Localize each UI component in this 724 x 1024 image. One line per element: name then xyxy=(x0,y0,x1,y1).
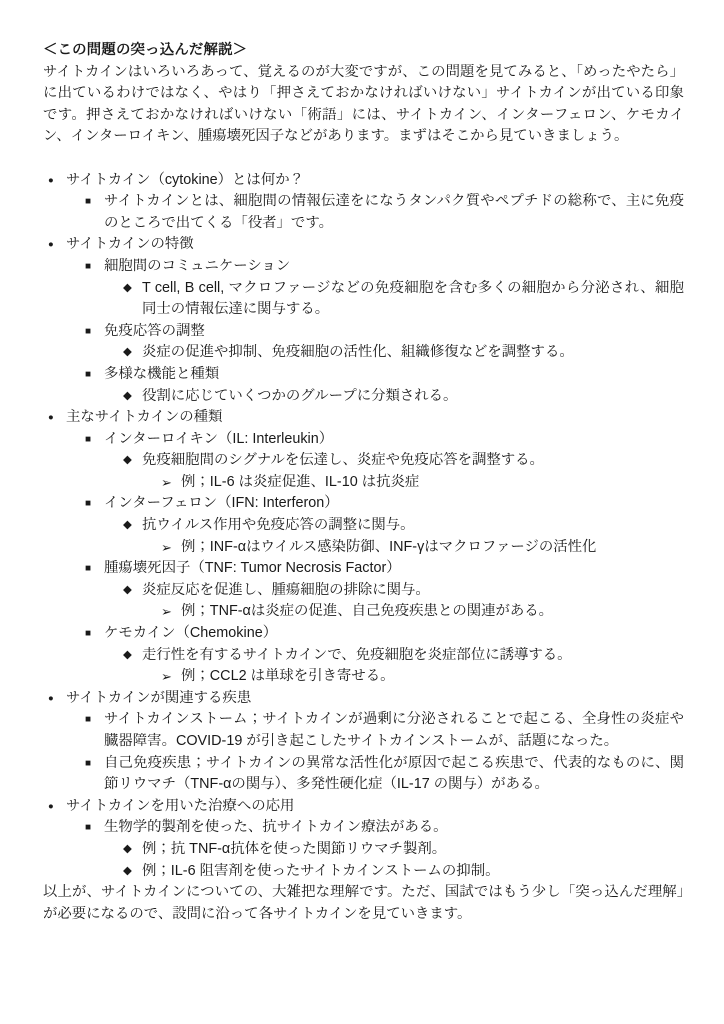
list-item xyxy=(43,515,684,537)
list-item xyxy=(43,753,684,796)
list-item xyxy=(43,580,684,602)
list-item xyxy=(43,234,684,256)
bullet-circle-icon: ● xyxy=(48,412,54,424)
list-item-text: 炎症反応を促進し、腫瘍細胞の排除に関与。 xyxy=(142,581,430,598)
list-item xyxy=(43,429,684,451)
list-item xyxy=(43,839,684,861)
list-item xyxy=(43,817,684,839)
list-item xyxy=(43,256,684,278)
bullet-square-icon: ■ xyxy=(85,498,92,510)
bullet-arrow-icon: ➢ xyxy=(161,539,172,555)
list-item xyxy=(43,450,684,472)
list-item xyxy=(43,191,684,234)
list-item-text: ケモカイン（Chemokine） xyxy=(104,625,278,642)
bullet-square-icon: ■ xyxy=(85,325,92,337)
list-item xyxy=(43,278,684,321)
bullet-arrow-icon: ➢ xyxy=(161,604,172,620)
list-item xyxy=(43,688,684,710)
list-item xyxy=(43,861,684,883)
bullet-diamond-icon: ◆ xyxy=(123,346,132,359)
list-item-text: サイトカインを用いた治療への応用 xyxy=(66,797,295,814)
list-item xyxy=(43,666,684,688)
list-item-text: インターフェロン（IFN: Interferon） xyxy=(104,495,339,512)
bullet-diamond-icon: ◆ xyxy=(123,864,132,877)
list-item xyxy=(43,342,684,364)
list-item xyxy=(43,796,684,818)
list-item-text: 例；CCL2 は単球を引き寄せる。 xyxy=(181,668,395,685)
list-item-text: 自己免疫疾患；サイトカインの異常な活性化が原因で起こる疾患で、代表的なものに、関節リウマチ（TNF-αの関与）、多発性硬化症（IL-17 の関与）がある。 xyxy=(104,754,684,793)
bullet-circle-icon: ● xyxy=(48,239,54,251)
bullet-diamond-icon: ◆ xyxy=(123,842,132,855)
list-item-text: 例；抗 TNF-α抗体を使った関節リウマチ製剤。 xyxy=(142,840,447,857)
list-item xyxy=(43,364,684,386)
bullet-diamond-icon: ◆ xyxy=(123,519,132,532)
bullet-square-icon: ■ xyxy=(85,822,92,834)
list-item xyxy=(43,709,684,752)
list-item-text: サイトカインの特徴 xyxy=(66,236,194,253)
list-item-text: 生物学的製剤を使った、抗サイトカイン療法がある。 xyxy=(104,819,448,836)
bullet-diamond-icon: ◆ xyxy=(123,454,132,467)
bullet-circle-icon: ● xyxy=(48,174,54,186)
list-item xyxy=(43,472,684,494)
list-item-text: 細胞間のコミュニケーション xyxy=(104,257,291,274)
bullet-diamond-icon: ◆ xyxy=(123,389,132,402)
list-item-text: サイトカイン（cytokine）とは何か？ xyxy=(66,171,304,188)
list-item xyxy=(43,601,684,623)
list-item xyxy=(43,493,684,515)
bullet-diamond-icon: ◆ xyxy=(123,648,132,661)
list-item xyxy=(43,170,684,192)
list-item-text: 免疫細胞間のシグナルを伝達し、炎症や免疫応答を調整する。 xyxy=(142,452,544,469)
list-item-text: 役割に応じていくつかのグループに分類される。 xyxy=(142,387,458,404)
list-item-text: 例；IL-6 は炎症促進、IL-10 は抗炎症 xyxy=(181,473,420,490)
list-item-text: サイトカインとは、細胞間の情報伝達をになうタンパク質やペプチドの総称で、主に免疫のところで出てくる「役者」です。 xyxy=(104,193,684,231)
bullet-circle-icon: ● xyxy=(48,692,54,704)
list-item-text: サイトカインストーム；サイトカインが過剰に分泌されることで起こる、全身性の炎症や臓器障害。COVID-19 が引き起こしたサイトカインストームが、話題になった。 xyxy=(104,711,684,749)
bullet-diamond-icon: ◆ xyxy=(123,583,132,596)
bullet-square-icon: ■ xyxy=(85,368,92,380)
list-item xyxy=(43,321,684,343)
bullet-diamond-icon: ◆ xyxy=(123,281,132,294)
bullet-circle-icon: ● xyxy=(48,800,54,812)
list-item-text: 例；INF-αはウイルス感染防御、INF-γはマクロファージの活性化 xyxy=(181,538,597,555)
list-item-text: T cell, B cell, マクロファージなどの免疫細胞を含む多くの細胞から分泌され、細胞同士の情報伝達に関与する。 xyxy=(142,279,684,318)
list-item-text: 腫瘍壊死因子（TNF: Tumor Necrosis Factor） xyxy=(104,560,401,577)
bullet-square-icon: ■ xyxy=(85,196,92,208)
list-item-text: 抗ウイルス作用や免疫応答の調整に関与。 xyxy=(142,517,415,534)
list-item-text: 例；IL-6 阻害剤を使ったサイトカインストームの抑制。 xyxy=(142,862,500,879)
list-item xyxy=(43,386,684,408)
list-item-text: 多様な機能と種類 xyxy=(104,365,220,382)
list-item-text: 炎症の促進や抑制、免疫細胞の活性化、組織修復などを調整する。 xyxy=(142,344,574,361)
bullet-arrow-icon: ➢ xyxy=(161,474,172,490)
bullet-square-icon: ■ xyxy=(85,433,92,445)
list-item-text: 例；TNF-αは炎症の促進、自己免疫疾患との関連がある。 xyxy=(181,603,554,620)
bullet-arrow-icon: ➢ xyxy=(161,669,172,685)
bullet-square-icon: ■ xyxy=(85,714,92,726)
list-item xyxy=(43,645,684,667)
list-item-text: インターロイキン（IL: Interleukin） xyxy=(104,430,334,447)
list-item-text: 免疫応答の調整 xyxy=(104,322,205,339)
intro-paragraph: サイトカインはいろいろあって、覚えるのが大変ですが、この問題を見てみると、「めったやたら」に出ているわけではなく、やはり「押さえておかなければいけない」サイトカインが出ている印象です。押さえておかなければいけない「術語」には、サイトカイン、インターフェロン、ケモカイン、インターロイキン、腫瘍壊死因子などがあります。まずはそこから見ていきましょう。 xyxy=(43,63,684,145)
bullet-list xyxy=(43,170,684,883)
list-item xyxy=(43,537,684,559)
bullet-square-icon: ■ xyxy=(85,260,92,272)
page-title: ＜この問題の突っ込んだ解説＞ xyxy=(43,42,248,58)
list-item xyxy=(43,623,684,645)
bullet-square-icon: ■ xyxy=(85,757,92,769)
list-item xyxy=(43,558,684,580)
list-item xyxy=(43,407,684,429)
list-item-text: 走行性を有するサイトカインで、免疫細胞を炎症部位に誘導する。 xyxy=(142,646,572,663)
bullet-square-icon: ■ xyxy=(85,628,92,640)
closing-paragraph: 以上が、サイトカインについての、大雑把な理解です。ただ、国試ではもう少し「突っ込んだ理解」が必要になるので、設問に沿って各サイトカインを見ていきます。 xyxy=(43,884,684,922)
bullet-square-icon: ■ xyxy=(85,563,92,575)
list-item-text: 主なサイトカインの種類 xyxy=(66,409,223,426)
list-item-text: サイトカインが関連する疾患 xyxy=(66,689,252,706)
